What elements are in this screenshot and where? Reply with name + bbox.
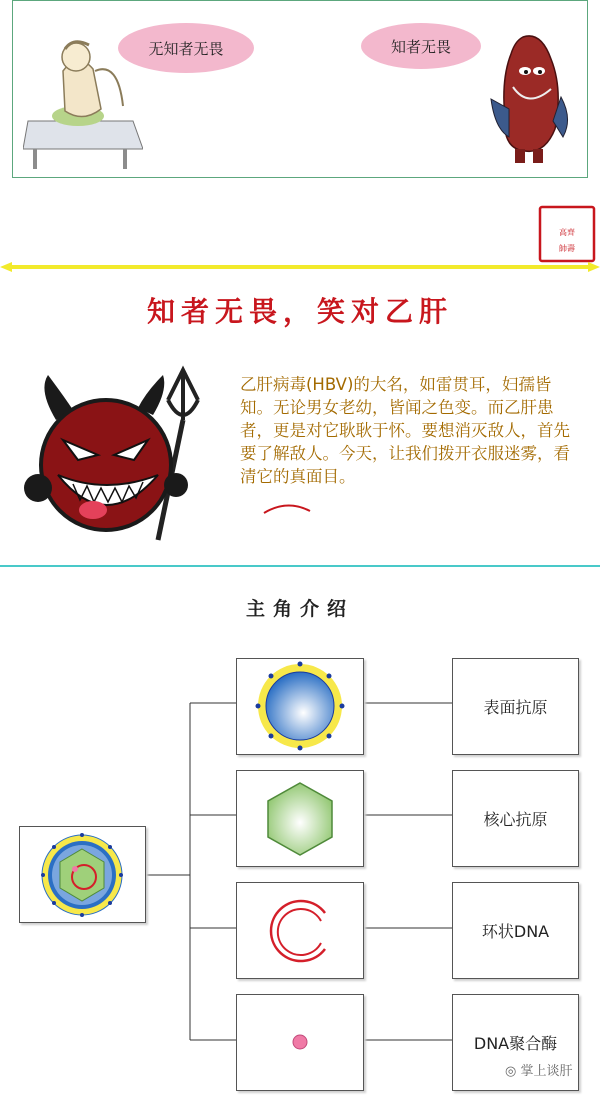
core-antigen-icon bbox=[237, 771, 363, 866]
strikethrough-mark bbox=[262, 503, 312, 517]
circular-dna-image-box bbox=[236, 882, 364, 979]
surface-antigen-label: 表面抗原 bbox=[452, 658, 579, 755]
watermark bbox=[505, 1060, 573, 1079]
watermark-text: 掌上谈肝 bbox=[520, 1064, 573, 1079]
whole-virus-box bbox=[19, 826, 146, 923]
circular-dna-label: 环状DNA bbox=[452, 882, 579, 979]
hbv-virion-icon bbox=[20, 827, 145, 922]
svg-text:帥壽: 帥壽 bbox=[559, 244, 575, 253]
core-antigen-image-box bbox=[236, 770, 364, 867]
svg-text:高齊: 高齊 bbox=[559, 228, 575, 237]
dna-polymerase-label: DNA聚合酶 bbox=[452, 994, 579, 1091]
liver-mascot-icon bbox=[483, 29, 578, 169]
surface-antigen-image-box bbox=[236, 658, 364, 755]
yellow-arrow-divider bbox=[0, 262, 600, 272]
dna-polymerase-icon bbox=[237, 995, 363, 1090]
red-seal-stamp bbox=[538, 205, 596, 263]
dna-polymerase-image-box bbox=[236, 994, 364, 1091]
speech-bubble-right: 知者无畏 bbox=[361, 23, 481, 69]
speech-bubble-left: 无知者无畏 bbox=[118, 23, 254, 73]
core-antigen-label: 核心抗原 bbox=[452, 770, 579, 867]
intro-paragraph: 乙肝病毒(HBV)的大名，如雷贯耳，妇孺皆知。无论男女老幼，皆闻之色变。而乙肝患者，更是对它耿耿于怀。要想消灭敌人，首先要了解敌人。今天，让我们拨开衣服迷雾，看清它的真面目。 bbox=[240, 375, 570, 486]
comic-panel bbox=[12, 0, 588, 178]
circular-dna-icon bbox=[237, 883, 363, 978]
cyan-divider bbox=[0, 565, 600, 567]
surface-antigen-icon bbox=[237, 659, 363, 754]
devil-virus-icon bbox=[18, 360, 218, 545]
section-title: 主角介绍 bbox=[245, 598, 354, 620]
wechat-icon: ◎ bbox=[505, 1064, 517, 1079]
headline: 知者无畏，笑对乙肝 bbox=[146, 295, 453, 328]
